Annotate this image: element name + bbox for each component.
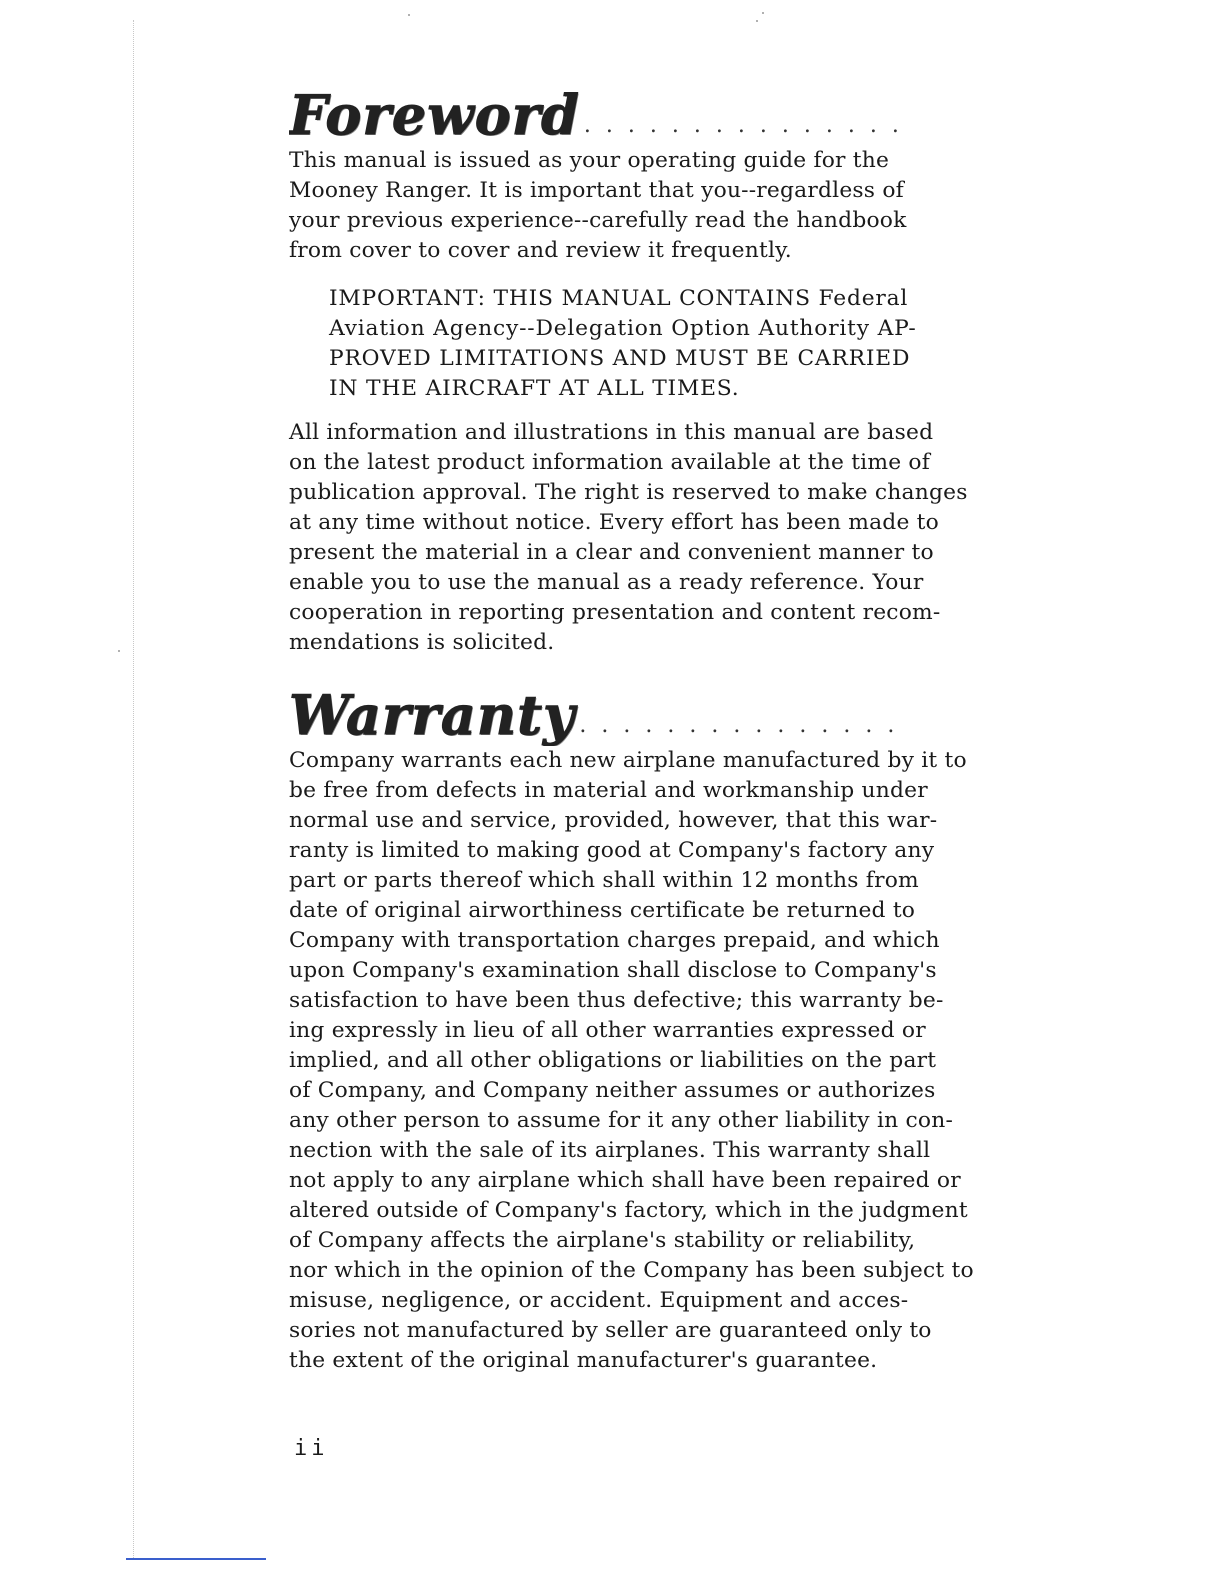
scan-speck: [756, 20, 758, 22]
scan-speck: [118, 650, 120, 652]
page-number: ii: [294, 1436, 329, 1461]
foreword-section: [289, 84, 1071, 658]
foreword-intro-paragraph: This manual is issued as your operating guide for the Mooney Ranger. It is important that you--regardless of your previous experience--carefully read the handbook from cover to cover and review it frequently.: [289, 148, 907, 263]
manual-page: [289, 84, 1071, 1376]
warranty-title: Warranty: [289, 684, 576, 746]
foreword-title: Foreword: [289, 84, 580, 146]
foreword-info-paragraph: All information and illustrations in this manual are based on the latest product information available at the time of publication approval. The right is reserved to make changes at any time without notice. Every effort has been made to present the material in a clear and convenient manner to enable you to use the manual as a ready reference. Your cooperation in reporting presentation and content recom- mendations is solicited.: [289, 420, 968, 655]
warranty-dot-leader: ...............: [579, 713, 910, 738]
scan-speck: [408, 14, 410, 16]
warranty-heading: [289, 684, 1071, 746]
warranty-paragraph: Company warrants each new airplane manufactured by it to be free from defects in material and workmanship under normal use and service, provided, however, that this war- ranty is limited to making good at Company's factory any part or parts thereof which shall within 12 months from date of original airworthiness certificate be returned to Company with transportation charges prepaid, and which upon Company's examination shall disclose to Company's satisfaction to have been thus defective; this warranty be- ing expressly in lieu of all other warranties expressed or implied, and all other obligations or liabilities on the part of Company, and Company neither assumes or authorizes any other person to assume for it any other liability in con- nection with the sale of its airplanes. This warranty shall not apply to any airplane which shall have been repaired or altered outside of Company's factory, which in the judgment of Company affects the airplane's stability or reliability, nor which in the opinion of the Company has been subject to misuse, negligence, or accident. Equipment and acces- sories not manufactured by seller are guaranteed only to the extent of the original manufacturer's guarantee.: [289, 748, 974, 1373]
bottom-rule: [126, 1558, 266, 1560]
foreword-heading: [289, 84, 1071, 146]
scan-speck: [762, 12, 764, 14]
important-notice: IMPORTANT: THIS MANUAL CONTAINS Federal Aviation Agency--Delegation Option Authority AP- PROVED LIMITATIONS AND MUST BE CARRIED IN THE AIRCRAFT AT ALL TIMES.: [329, 286, 917, 401]
scan-binding-edge: [133, 20, 134, 1560]
warranty-section: [289, 684, 1071, 1376]
foreword-dot-leader: ...............: [583, 113, 914, 138]
